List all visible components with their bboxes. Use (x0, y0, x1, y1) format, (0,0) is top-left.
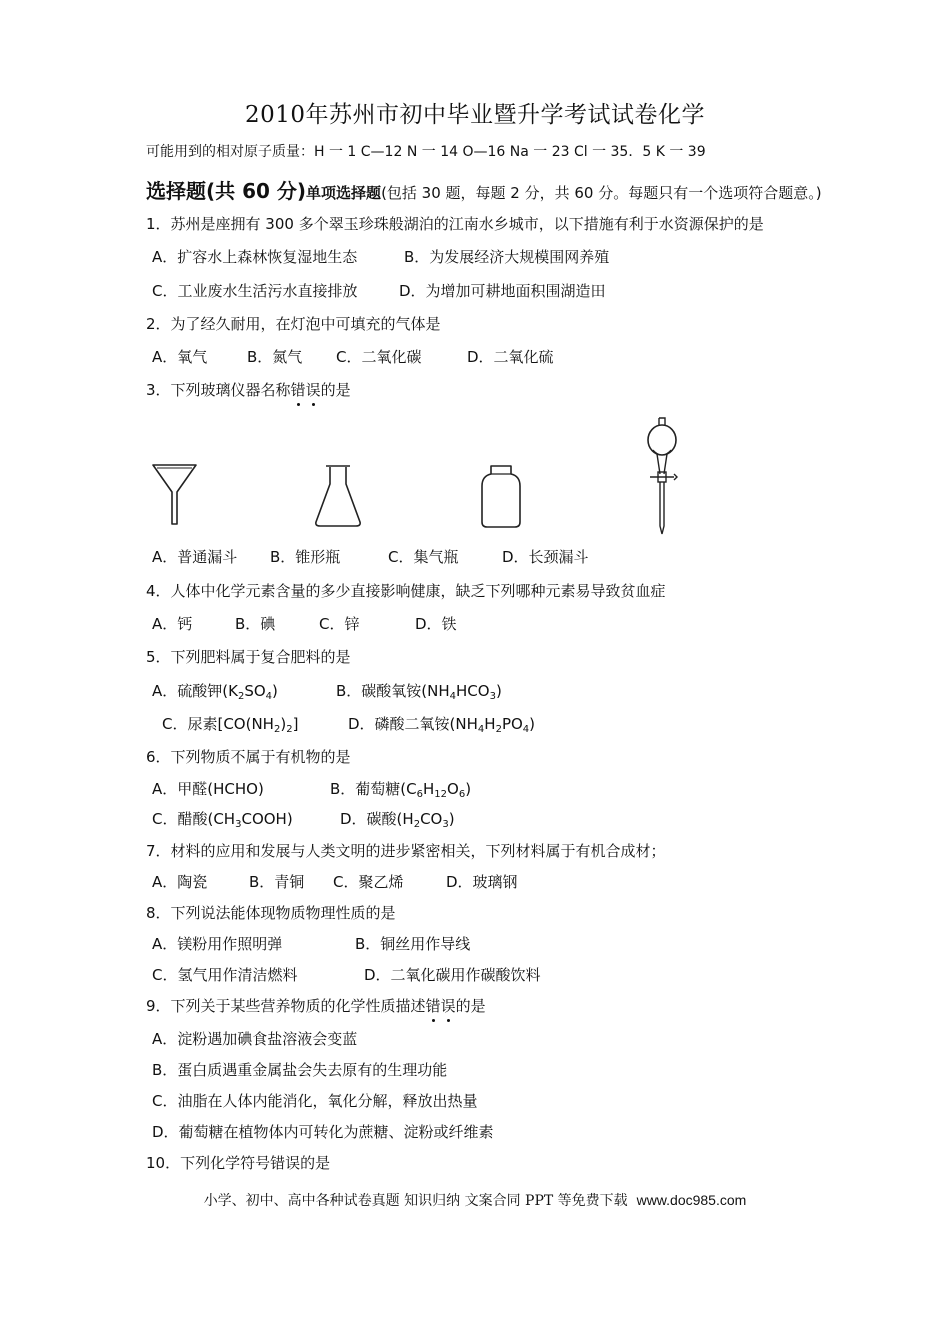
question-1-stem: 1．苏州是座拥有 300 多个翠玉珍珠般湖泊的江南水乡城市，以下措施有利于水资源保护的是 (146, 215, 764, 233)
question-8-option-a: A．镁粉用作照明弹 (152, 935, 283, 953)
question-8-options-row-1 (152, 933, 470, 954)
question-3-option-d: D．长颈漏斗 (502, 548, 589, 566)
question-1-option-b: B．为发展经济大规模围网养殖 (404, 248, 610, 266)
page-title: 2010年苏州市初中毕业暨升学考试试卷化学 (244, 102, 706, 128)
question-7-stem: 7．材料的应用和发展与人类文明的进步紧密相关，下列材料属于有机合成材； (146, 842, 666, 860)
question-4-option-d: D．铁 (415, 615, 457, 633)
question-1-options-row-1 (152, 246, 609, 267)
question-5-option-b: B．碳酸氧铵$(NH_4HCO_3)$ (336, 682, 502, 702)
question-1-option-a: A．扩容水上森林恢复湿地生态 (152, 248, 358, 266)
question-6-option-a: A．甲醛(HCHO) (152, 780, 264, 798)
question-9-option-d: D．葡萄糖在植物体内可转化为蔗糖、淀粉或纤维素 (152, 1123, 494, 1141)
question-3-option-a: A．普通漏斗 (152, 548, 238, 566)
question-6-option-c: C．醋酸$(CH_3COOH)$ (152, 810, 293, 830)
section-instructions: (包括 30 题，每题 2 分，共 60 分。每题只有一个选项符合题意。) (381, 184, 822, 202)
question-3-emphasis-1: 错 (290, 381, 306, 399)
section-title: 选择题(共 60 分) (146, 179, 307, 203)
question-5-options-row-1 (152, 680, 502, 701)
question-4-options (152, 613, 457, 634)
question-9-option-b: B．蛋白质遇重金属盐会失去原有的生理功能 (152, 1061, 448, 1079)
question-6-option-d: D．碳酸$(H_2CO_3)$ (340, 810, 455, 830)
question-5-option-b-text: B．碳酸氧铵(NH (336, 682, 450, 700)
question-3-stem-text: 3．下列玻璃仪器名称 (146, 381, 291, 399)
question-1-options-row-2 (152, 280, 606, 301)
question-6-stem: 6．下列物质不属于有机物的是 (146, 748, 351, 766)
question-4-option-b: B．碘 (235, 615, 276, 633)
question-9-option-a: A．淀粉遇加碘食盐溶液会变蓝 (152, 1030, 358, 1048)
funnel-figure (150, 462, 200, 528)
conical-flask-figure (312, 462, 364, 530)
question-8-option-b: B．铜丝用作导线 (355, 935, 471, 953)
question-3-stem (146, 379, 351, 400)
question-3-options (152, 546, 589, 567)
question-5-option-d-text: D．磷酸二氧铵(NH (348, 715, 478, 733)
question-9-stem-text: 9．下列关于某些营养物质的化学性质描述 (146, 997, 426, 1015)
question-9-emphasis-1: 错 (425, 997, 441, 1015)
question-2-option-d: D．二氧化硫 (467, 348, 554, 366)
question-4-option-a: A．钙 (152, 615, 193, 633)
question-9-stem (146, 995, 486, 1016)
question-5-option-a-text: A．硫酸钾(K (152, 682, 238, 700)
question-3-stem-end: 的是 (320, 381, 351, 399)
footer-url[interactable]: www.doc985.com (636, 1192, 747, 1208)
question-3-emphasis-2: 误 (305, 381, 321, 399)
question-10-stem: 10．下列化学符号错误的是 (146, 1154, 331, 1172)
question-2-option-a: A．氧气 (152, 348, 208, 366)
question-5-option-a: A．硫酸钾$(K_2SO_4)$ (152, 682, 278, 702)
question-3-option-b: B．锥形瓶 (270, 548, 341, 566)
question-9-stem-end: 的是 (455, 997, 486, 1015)
question-9-option-c: C．油脂在人体内能消化，氧化分解，释放出热量 (152, 1092, 478, 1110)
question-7-option-d: D．玻璃钢 (446, 873, 518, 891)
question-8-option-c: C．氢气用作清洁燃料 (152, 966, 298, 984)
question-6-options-row-1 (152, 778, 471, 799)
question-4-option-c: C．锌 (319, 615, 360, 633)
question-8-options-row-2 (152, 964, 541, 985)
question-5-option-c: C．尿素$[CO(NH_2)_2]$ (162, 715, 299, 735)
question-6-option-b: B．葡萄糖$(C_6H_{12}O_6)$ (330, 780, 472, 800)
gas-jar-figure (478, 464, 524, 530)
question-6-option-d-text: D．碳酸(H (340, 810, 414, 828)
footer-text: 小学、初中、高中各种试卷真题 知识归纳 文案合同 PPT 等免费下载 (203, 1193, 628, 1209)
section-header (146, 175, 822, 204)
question-2-option-b: B．氮气 (247, 348, 303, 366)
question-6-options-row-2 (152, 808, 455, 829)
question-7-option-a: A．陶瓷 (152, 873, 208, 891)
separatory-funnel-figure (640, 416, 684, 538)
question-2-stem: 2．为了经久耐用，在灯泡中可填充的气体是 (146, 315, 441, 333)
question-6-option-c-text: C．醋酸(CH (152, 810, 236, 828)
question-4-stem: 4．人体中化学元素含量的多少直接影响健康，缺乏下列哪种元素易导致贫血症 (146, 582, 666, 600)
question-5-option-d: D．磷酸二氧铵$(NH_4H_2PO_4)$ (348, 715, 536, 735)
question-8-stem: 8．下列说法能体现物质物理性质的是 (146, 904, 396, 922)
question-1-option-d: D．为增加可耕地面积围湖造田 (399, 282, 606, 300)
question-2-options (152, 346, 554, 367)
question-3-option-c: C．集气瓶 (388, 548, 459, 566)
question-7-options (152, 871, 518, 892)
question-7-option-c: C．聚乙烯 (333, 873, 404, 891)
question-1-option-c: C．工业废水生活污水直接排放 (152, 282, 358, 300)
question-8-option-d: D．二氧化碳用作碳酸饮料 (364, 966, 541, 984)
question-6-option-b-text: B．葡萄糖(C (330, 780, 417, 798)
section-subtitle: 单项选择题 (306, 184, 382, 202)
question-2-option-c: C．二氧化碳 (336, 348, 422, 366)
question-5-stem: 5．下列肥料属于复合肥料的是 (146, 648, 351, 666)
question-5-options-row-2 (162, 713, 535, 734)
question-9-emphasis-2: 误 (440, 997, 456, 1015)
atomic-masses: 可能用到的相对原子质量：H 一 1 C—12 N 一 14 O—16 Na 一 23 Cl 一 35．5 K 一 39 (146, 144, 706, 160)
question-7-option-b: B．青铜 (249, 873, 305, 891)
page-footer (0, 1190, 950, 1210)
question-5-option-c-text: C．尿素[CO(NH (162, 715, 274, 733)
